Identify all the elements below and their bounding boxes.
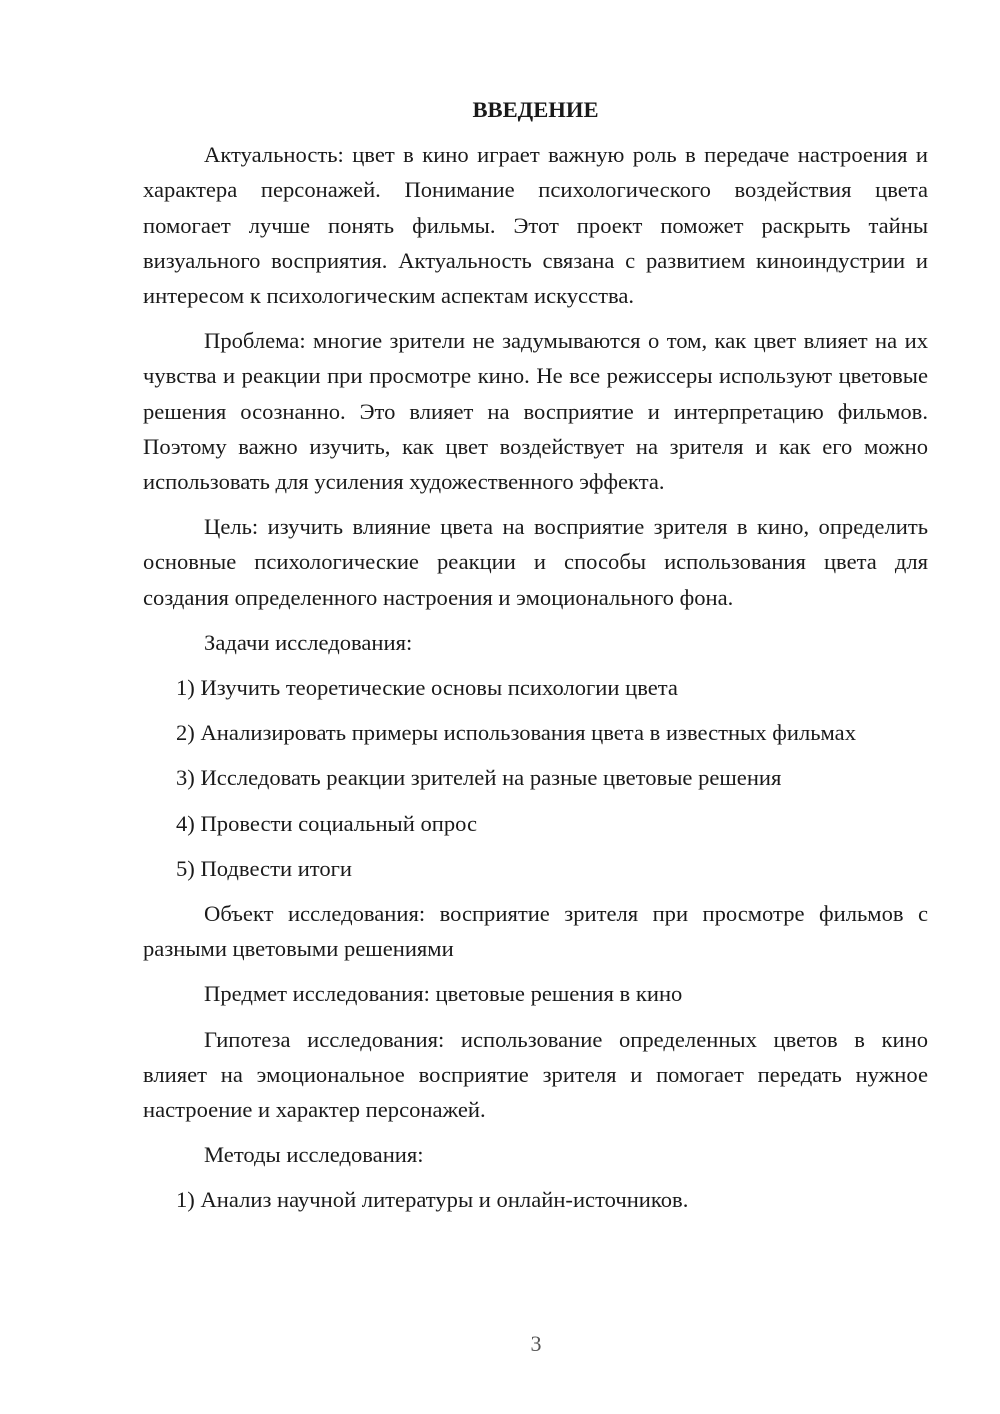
- object-paragraph: Объект исследования: восприятие зрителя при просмотре фильмов с разными цветовыми решениями: [143, 901, 928, 962]
- document-page: [143, 92, 928, 1228]
- section-title: ВВЕДЕНИЕ: [472, 97, 599, 122]
- tasks-heading: Задачи исследования:: [204, 629, 413, 655]
- relevance-paragraph: Актуальность: цвет в кино играет важную роль в передаче настроения и характера персонажей. Понимание психологического воздействия цвета помогает лучше понять фильмы. Этот проект поможет раскрыть тайны визуального восприятия. Актуальность связана с развитием киноиндустрии и интересом к психологическим аспектам искусства.: [143, 142, 928, 309]
- task-item-3: 3) Исследовать реакции зрителей на разные цветовые решения: [176, 765, 782, 791]
- task-item-5: 5) Подвести итоги: [176, 855, 353, 881]
- methods-heading: Методы исследования:: [204, 1142, 424, 1168]
- goal-paragraph: Цель: изучить влияние цвета на восприятие зрителя в кино, определить основные психологические реакции и способы использования цвета для создания определенного настроения и эмоционального фона.: [143, 514, 928, 610]
- subject-paragraph: Предмет исследования: цветовые решения в кино: [204, 981, 683, 1007]
- hypothesis-paragraph: Гипотеза исследования: использование определенных цветов в кино влияет на эмоциональное восприятие зрителя и помогает передать нужное настроение и характер персонажей.: [143, 1026, 928, 1123]
- task-item-2: 2) Анализировать примеры использования цвета в известных фильмах: [176, 720, 856, 746]
- method-item-1: 1) Анализ научной литературы и онлайн-источников.: [176, 1187, 689, 1213]
- problem-paragraph: Проблема: многие зрители не задумываются о том, как цвет влияет на их чувства и реакции при просмотре кино. Не все режиссеры используют цветовые решения осознанно. Это влияет на восприятие и интерпретацию фильмов. Поэтому важно изучить, как цвет воздействует на зрителя и как его можно использовать для усиления художественного эффекта.: [143, 328, 928, 495]
- task-item-1: 1) Изучить теоретические основы психологии цвета: [176, 675, 678, 701]
- page-number: 3: [530, 1331, 542, 1356]
- task-item-4: 4) Провести социальный опрос: [176, 810, 478, 836]
